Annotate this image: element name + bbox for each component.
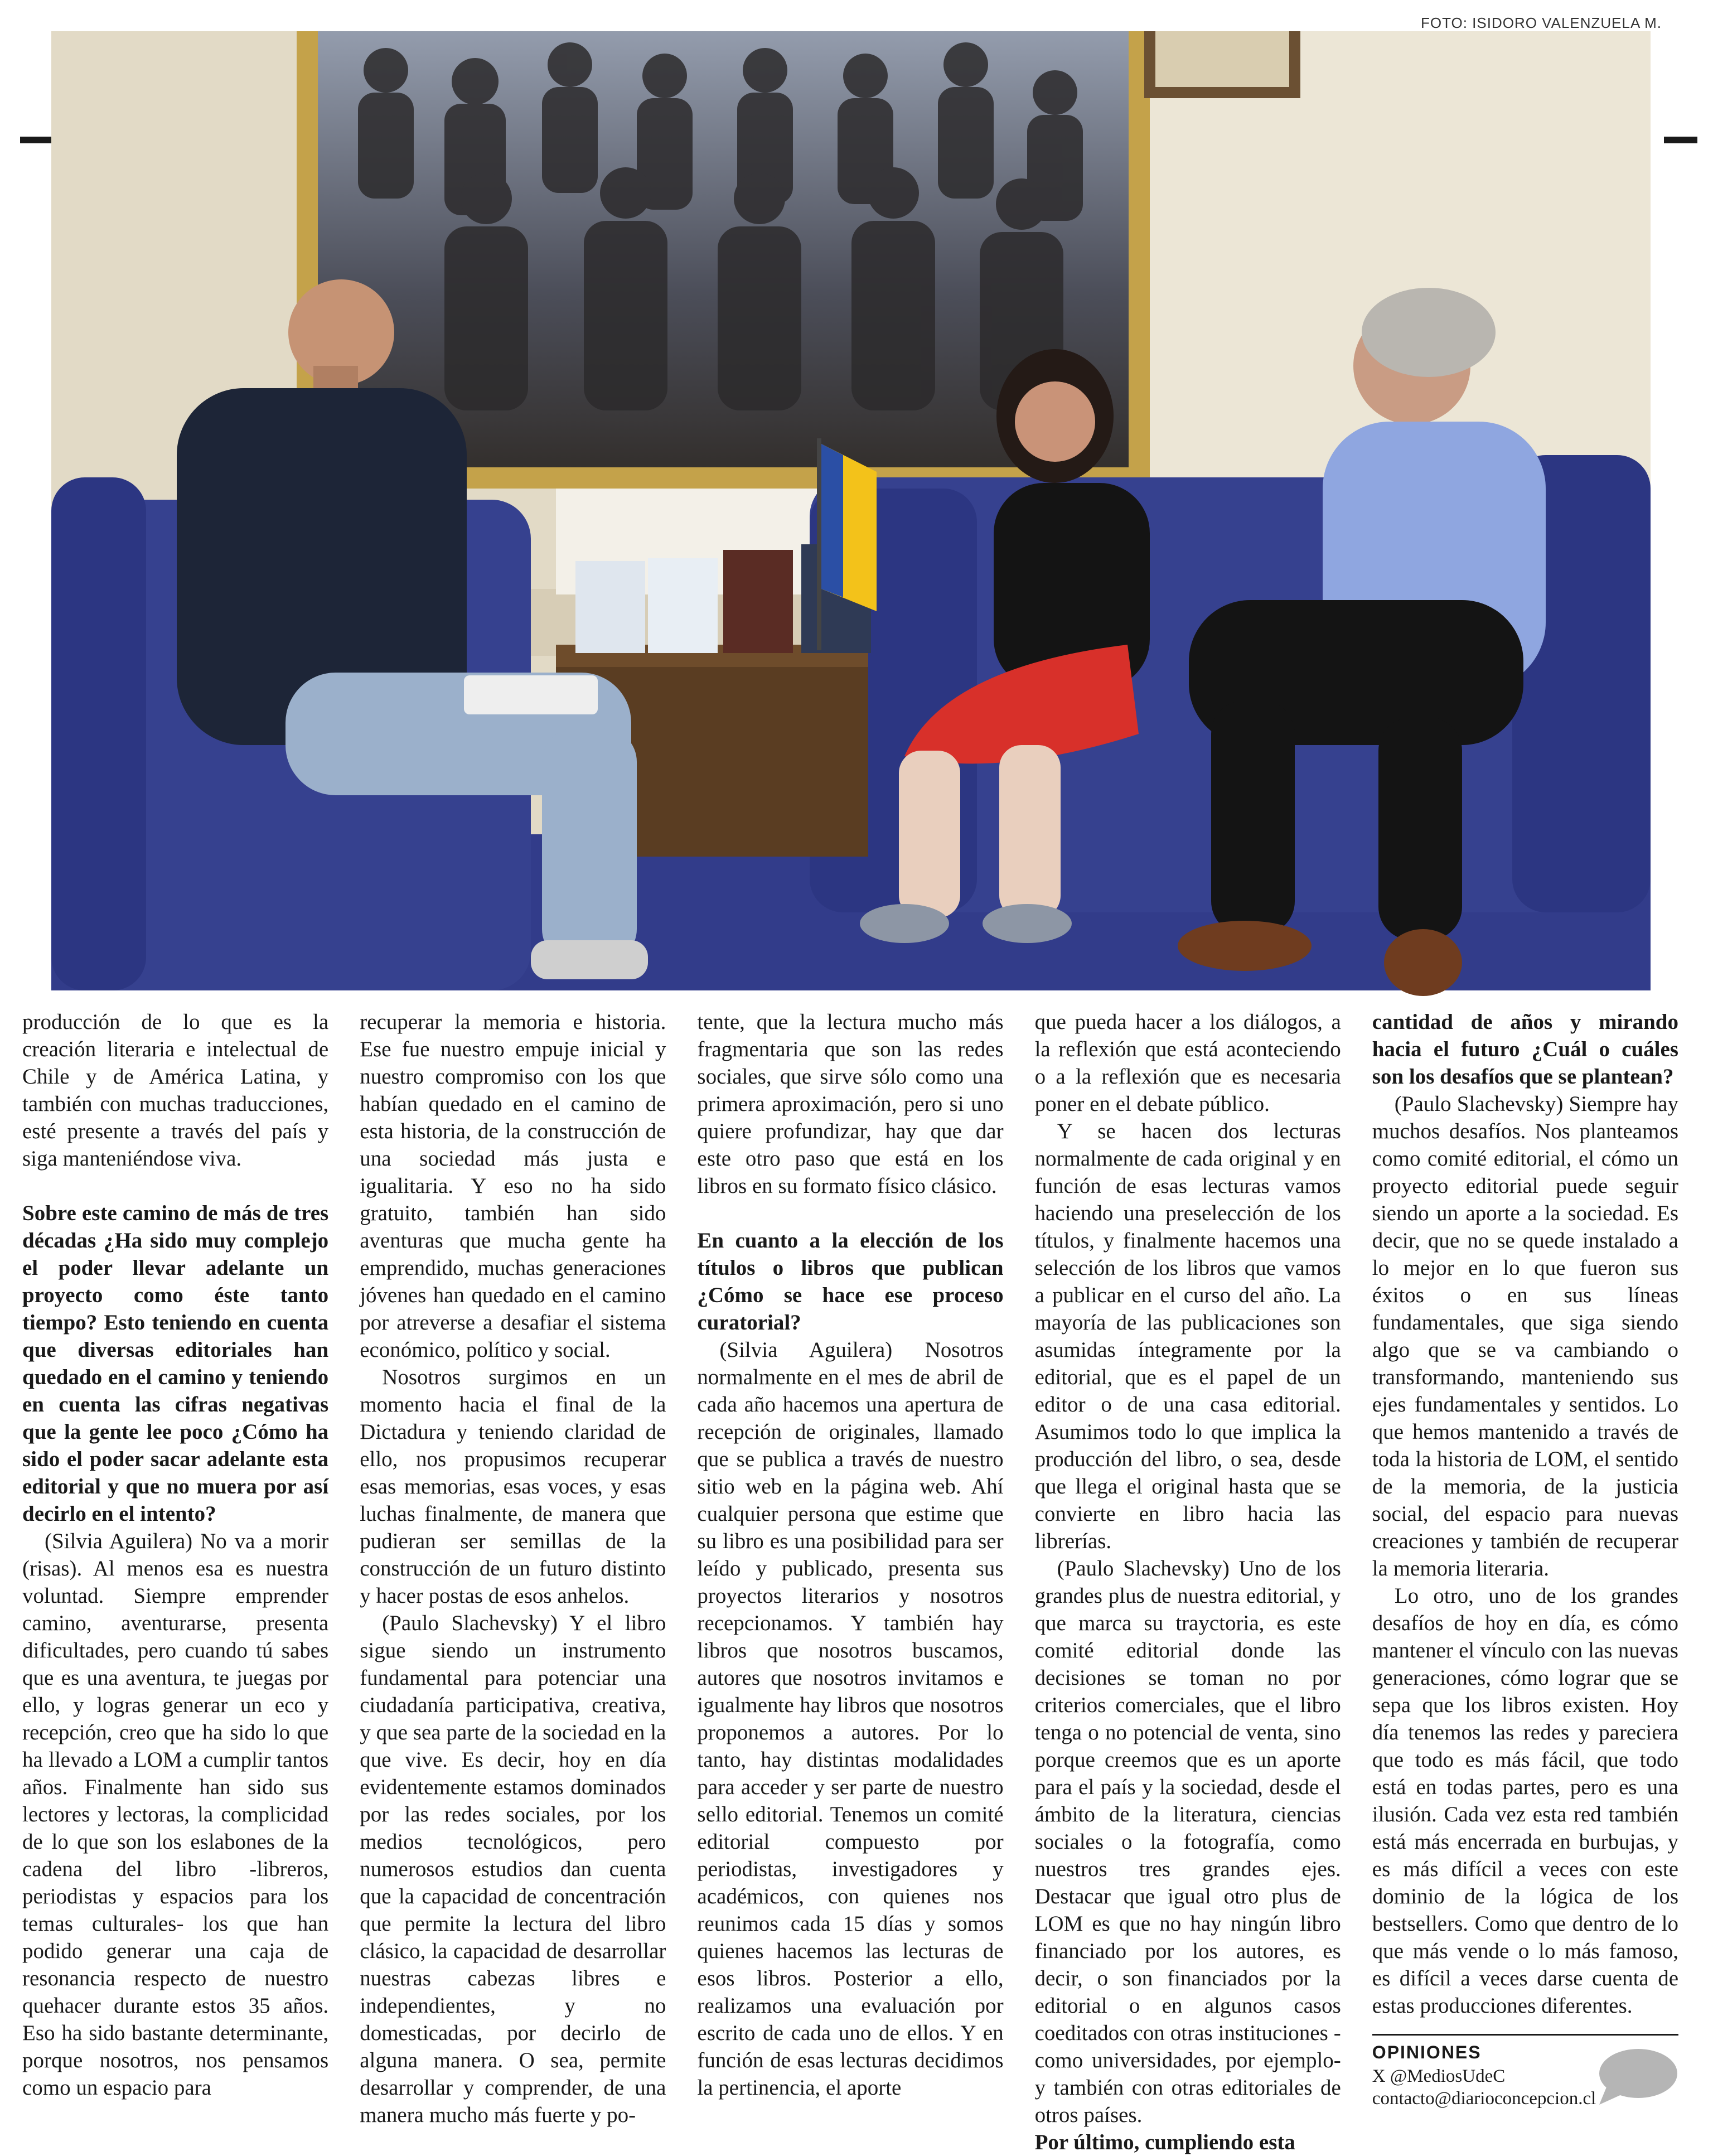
column-3 — [697, 1008, 1003, 2156]
paragraph: (Silvia Aguilera) No va a morir (risas). Al menos esa es nuestra voluntad. Siempre emprender camino, aventurarse, presenta dificultades, pero cuando tú sabes que es una aventura, te juegas por ello, y logras generar un eco y recepción, creo que ha sido lo que ha llevado a LOM a cumplir tantos años. Finalmente han sido sus lectores y lectoras, la complicidad de lo que son los eslabones de la cadena del libro -libreros, periodistas y espacios para los temas culturales- los que han podido generar una caja de resonancia respecto de nuestro quehacer durante estos 35 años. Eso ha sido bastante determinante, porque nosotros, nos pensamos como un espacio para — [22, 1529, 329, 2100]
header-rule-right — [1664, 137, 1697, 143]
interview-question: En cuanto a la elección de los títulos o libros que publican ¿Cómo se hace ese proceso curatorial? — [697, 1229, 1004, 1335]
paragraph: (Silvia Aguilera) Nosotros normalmente en el mes de abril de cada año hacemos una apertura de recepción de originales, llamado que se publica a través de nuestro sitio web en la página web. Ahí cualquier persona que estime que su libro es una posibilidad para ser leído y publicado, presenta sus proyectos literarios y nosotros recepcionamos. Y también hay libros que nosotros buscamos, autores que nosotros invitamos e igualmente hay libros que nosotros proponemos a autores. Por lo tanto, hay distintas modalidades para acceder y ser parte de nuestro sello editorial. Tenemos un comité editorial compuesto por periodistas, investigadores y académicos, con quienes nos reunimos cada 15 días y somos quienes hacemos las lecturas de esos libros. Posterior a ello, realizamos una evaluación por escrito de cada uno de ellos. Y en función de esas lecturas decidimos la pertinencia, el aporte — [697, 1338, 1004, 2100]
interview-question: Sobre este camino de más de tres décadas ¿Ha sido muy complejo el poder llevar adelante un proyecto como éste tanto tiempo? Esto teniendo en cuenta que diversas editoriales han quedado en el camino y teniendo en cuenta las cifras negativas que la gente lee poco ¿Cómo ha sido el poder sacar adelante esta editorial y que no muera por así decirlo en el intento? — [22, 1201, 329, 1526]
contact-email[interactable]: contacto@diarioconcepcion.cl — [1372, 2089, 1596, 2109]
paragraph: (Paulo Slachevsky) Siempre hay muchos desafíos. Nos planteamos como comité editorial, el cómo un proyecto editorial puede seguir siendo un aporte a la sociedad. Es decir, que no se quede instalado a lo mejor en lo que fueron sus éxitos o en sus líneas fundamentales, que siga siendo algo que se va cambiando o transformando, manteniendo sus ejes fundamentales y sentidos. Lo que hemos mantenido a través de toda la historia de LOM, el sentido de la memoria, de la justicia social, del espacio para nuevas creaciones y también de recuperar la memoria literaria. — [1372, 1092, 1678, 1580]
paragraph: Lo otro, uno de los grandes desafíos de hoy en día, es cómo mantener el vínculo con las nuevas generaciones, cómo lograr que se sepa que los libros existen. Hoy día tenemos las redes y pareciera que todo es más fácil, que todo está en todas partes, pero es una ilusión. Cada vez esta red también está más encerrada en burbujas, y es más difícil a veces con este dominio de la lógica de los bestsellers. Como que dentro de lo que más vende o lo más famoso, es difícil a veces darse cuenta de estas producciones diferentes. — [1372, 1584, 1678, 2018]
interview-photo-illustration — [51, 31, 1651, 990]
photo-credit: FOTO: ISIDORO VALENZUELA M. — [1420, 14, 1662, 31]
social-handle[interactable]: X @MediosUdeC — [1372, 2066, 1506, 2086]
column-2 — [360, 1008, 666, 2156]
paragraph: Y se hacen dos lecturas normalmente de cada original y en función de esas lecturas vamos haciendo una preselección de los títulos, y finalmente hacemos una selección de los libros que vamos a publicar en el curso del año. La mayoría de las publicaciones son asumidas íntegramente por la editorial, que es el papel de un editor o de una casa editorial. Asumimos todo lo que implica la producción del libro, o sea, desde que llega el original hasta que se convierte en libro hacia las librerías. — [1034, 1119, 1341, 1553]
paragraph: tente, que la lectura mucho más fragmentaria que son las redes sociales, que sirve sólo como una primera aproximación, pero si uno quiere profundizar, hay que dar este otro paso que está en los libros en su formato físico clásico. — [697, 1010, 1004, 1198]
paragraph: producción de lo que es la creación literaria e intelectual de Chile y de América Latina, y también con muchas traducciones, esté presente a través del país y siga manteniéndose viva. — [22, 1010, 329, 1171]
column-1 — [22, 1008, 328, 2156]
opinions-box — [1372, 2034, 1678, 2110]
speech-bubble-icon — [1595, 2047, 1678, 2107]
paragraph: Nosotros surgimos en un momento hacia el final de la Dictadura y teniendo claridad de ello, nos propusimos recuperar esas memorias, esas voces, y esas luchas finalmente, de manera que pudieran ser semillas de la construcción de un futuro distinto y hacer postas de esos anhelos. — [360, 1365, 666, 1608]
paragraph: (Paulo Slachevsky) Y el libro sigue siendo un instrumento fundamental para potenciar una ciudadanía participativa, creativa, y que sea parte de la sociedad en la que vive. Es decir, hoy en día evidentemente estamos dominados por las redes sociales, por los medios tecnológicos, pero numerosos estudios dan cuenta que la capacidad de concentración que permite la lectura del libro clásico, la capacidad de desarrollar nuestras cabezas libres e independientes, y no domesticadas, por decirlo de alguna manera. O sea, permite desarrollar y comprender, de una manera mucho más fuerte y po- — [360, 1611, 666, 2127]
header-rule-left — [20, 137, 51, 143]
paragraph: recuperar la memoria e historia. Ese fue nuestro empuje inicial y nuestro compromiso con los que habían quedado en el camino de esta historia, de la construcción de una sociedad más justa e igualitaria. Y eso no ha sido gratuito, también han sido aventuras que mucha gente ha emprendido, muchas generaciones jóvenes han quedado en el camino por atreverse a desafiar el sistema económico, político y social. — [360, 1010, 666, 1362]
paragraph: (Paulo Slachevsky) Uno de los grandes plus de nuestra editorial, y que marca su trayctoria, es este comité editorial donde las decisiones se toman no por criterios comerciales, que el libro tenga o no potencial de venta, sino porque creemos que es un aporte para el país y la sociedad, desde el ámbito de la literatura, ciencias sociales o la fotografía, como nuestros tres grandes ejes. Destacar que igual otro plus de LOM es que no hay ningún libro financiado por los autores, es decir, o son financiados por la editorial o en algunos casos coeditados con otras instituciones -como universidades, por ejemplo- y también con otras editoriales de otros países. — [1034, 1556, 1341, 2127]
column-4 — [1035, 1008, 1341, 2156]
interview-question: cantidad de años y mirando hacia el futuro ¿Cuál o cuáles son los desafíos que se plantean? — [1372, 1010, 1678, 1089]
article-body — [22, 1008, 1678, 2154]
opinions-label: OPINIONES — [1372, 2042, 1482, 2062]
column-5 — [1372, 1008, 1678, 2156]
interview-photo — [51, 31, 1651, 990]
paragraph: que pueda hacer a los diálogos, a la reflexión que está aconteciendo o a la reflexión que es necesaria poner en el debate público. — [1034, 1010, 1341, 1116]
interview-question-start: Por último, cumpliendo esta — [1034, 2130, 1295, 2154]
